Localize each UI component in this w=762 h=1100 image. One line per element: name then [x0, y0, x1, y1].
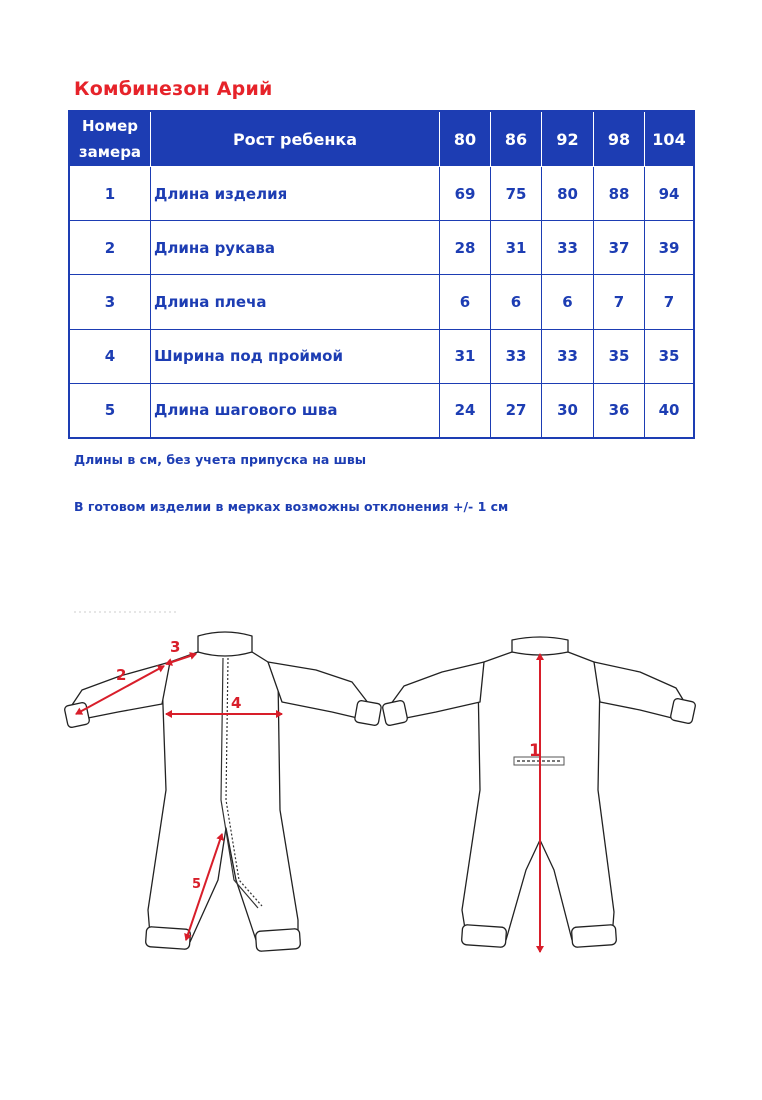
front-collar: [198, 632, 252, 656]
size-table: [68, 110, 695, 439]
row-name: Длина рукава: [151, 221, 440, 275]
front-right-leg-cuff: [255, 928, 300, 951]
front-left-leg-cuff: [145, 926, 190, 949]
measure-label-5: 5: [192, 877, 202, 892]
header-measure-number: Номер замера: [69, 111, 151, 167]
measure-label-3: 3: [170, 638, 181, 656]
measure-label-1: 1: [529, 741, 541, 761]
row-value: 6: [542, 275, 594, 329]
table-row: [69, 275, 694, 329]
row-value: 7: [645, 275, 695, 329]
tolerance-note: В готовом изделии в мерках возможны отклонения +/- 1 см: [74, 499, 509, 514]
units-note: Длины в см, без учета припуска на швы: [74, 452, 367, 467]
row-number: 2: [69, 221, 151, 275]
table-row: [69, 329, 694, 383]
page-title: Комбинезон Арий: [74, 78, 273, 100]
header-size: 80: [440, 111, 491, 167]
table-row: [69, 221, 694, 275]
back-right-cuff: [670, 698, 696, 724]
row-value: 35: [594, 329, 645, 383]
row-value: 31: [491, 221, 542, 275]
header-size: 92: [542, 111, 594, 167]
row-name: Длина шагового шва: [151, 383, 440, 438]
header-size: 104: [645, 111, 695, 167]
row-value: 36: [594, 383, 645, 438]
back-right-leg-cuff: [571, 924, 616, 947]
back-left-leg-cuff: [461, 924, 506, 947]
row-value: 7: [594, 275, 645, 329]
row-name: Длина изделия: [151, 167, 440, 221]
row-name: Длина плеча: [151, 275, 440, 329]
row-value: 88: [594, 167, 645, 221]
jumpsuit-diagram: [0, 590, 762, 990]
row-value: 6: [491, 275, 542, 329]
back-collar: [512, 637, 568, 655]
measure-label-2: 2: [116, 666, 127, 684]
header-child-height: Рост ребенка: [151, 111, 440, 167]
row-value: 35: [645, 329, 695, 383]
row-value: 24: [440, 383, 491, 438]
row-number: 1: [69, 167, 151, 221]
row-number: 3: [69, 275, 151, 329]
row-value: 33: [542, 221, 594, 275]
row-value: 69: [440, 167, 491, 221]
table-row: [69, 383, 694, 438]
front-right-cuff: [354, 700, 381, 726]
row-value: 80: [542, 167, 594, 221]
row-number: 4: [69, 329, 151, 383]
row-value: 75: [491, 167, 542, 221]
measure-label-4: 4: [231, 694, 242, 712]
row-value: 94: [645, 167, 695, 221]
row-value: 39: [645, 221, 695, 275]
row-name: Ширина под проймой: [151, 329, 440, 383]
row-value: 27: [491, 383, 542, 438]
row-value: 28: [440, 221, 491, 275]
table-row: [69, 167, 694, 221]
header-size: 86: [491, 111, 542, 167]
front-left-cuff: [64, 702, 90, 728]
row-value: 31: [440, 329, 491, 383]
row-value: 40: [645, 383, 695, 438]
back-body-outline: [462, 652, 614, 940]
row-value: 33: [542, 329, 594, 383]
row-number: 5: [69, 383, 151, 438]
row-value: 33: [491, 329, 542, 383]
back-left-cuff: [382, 700, 408, 726]
header-size: 98: [594, 111, 645, 167]
table-header-row: [69, 111, 694, 167]
row-value: 37: [594, 221, 645, 275]
row-value: 6: [440, 275, 491, 329]
row-value: 30: [542, 383, 594, 438]
